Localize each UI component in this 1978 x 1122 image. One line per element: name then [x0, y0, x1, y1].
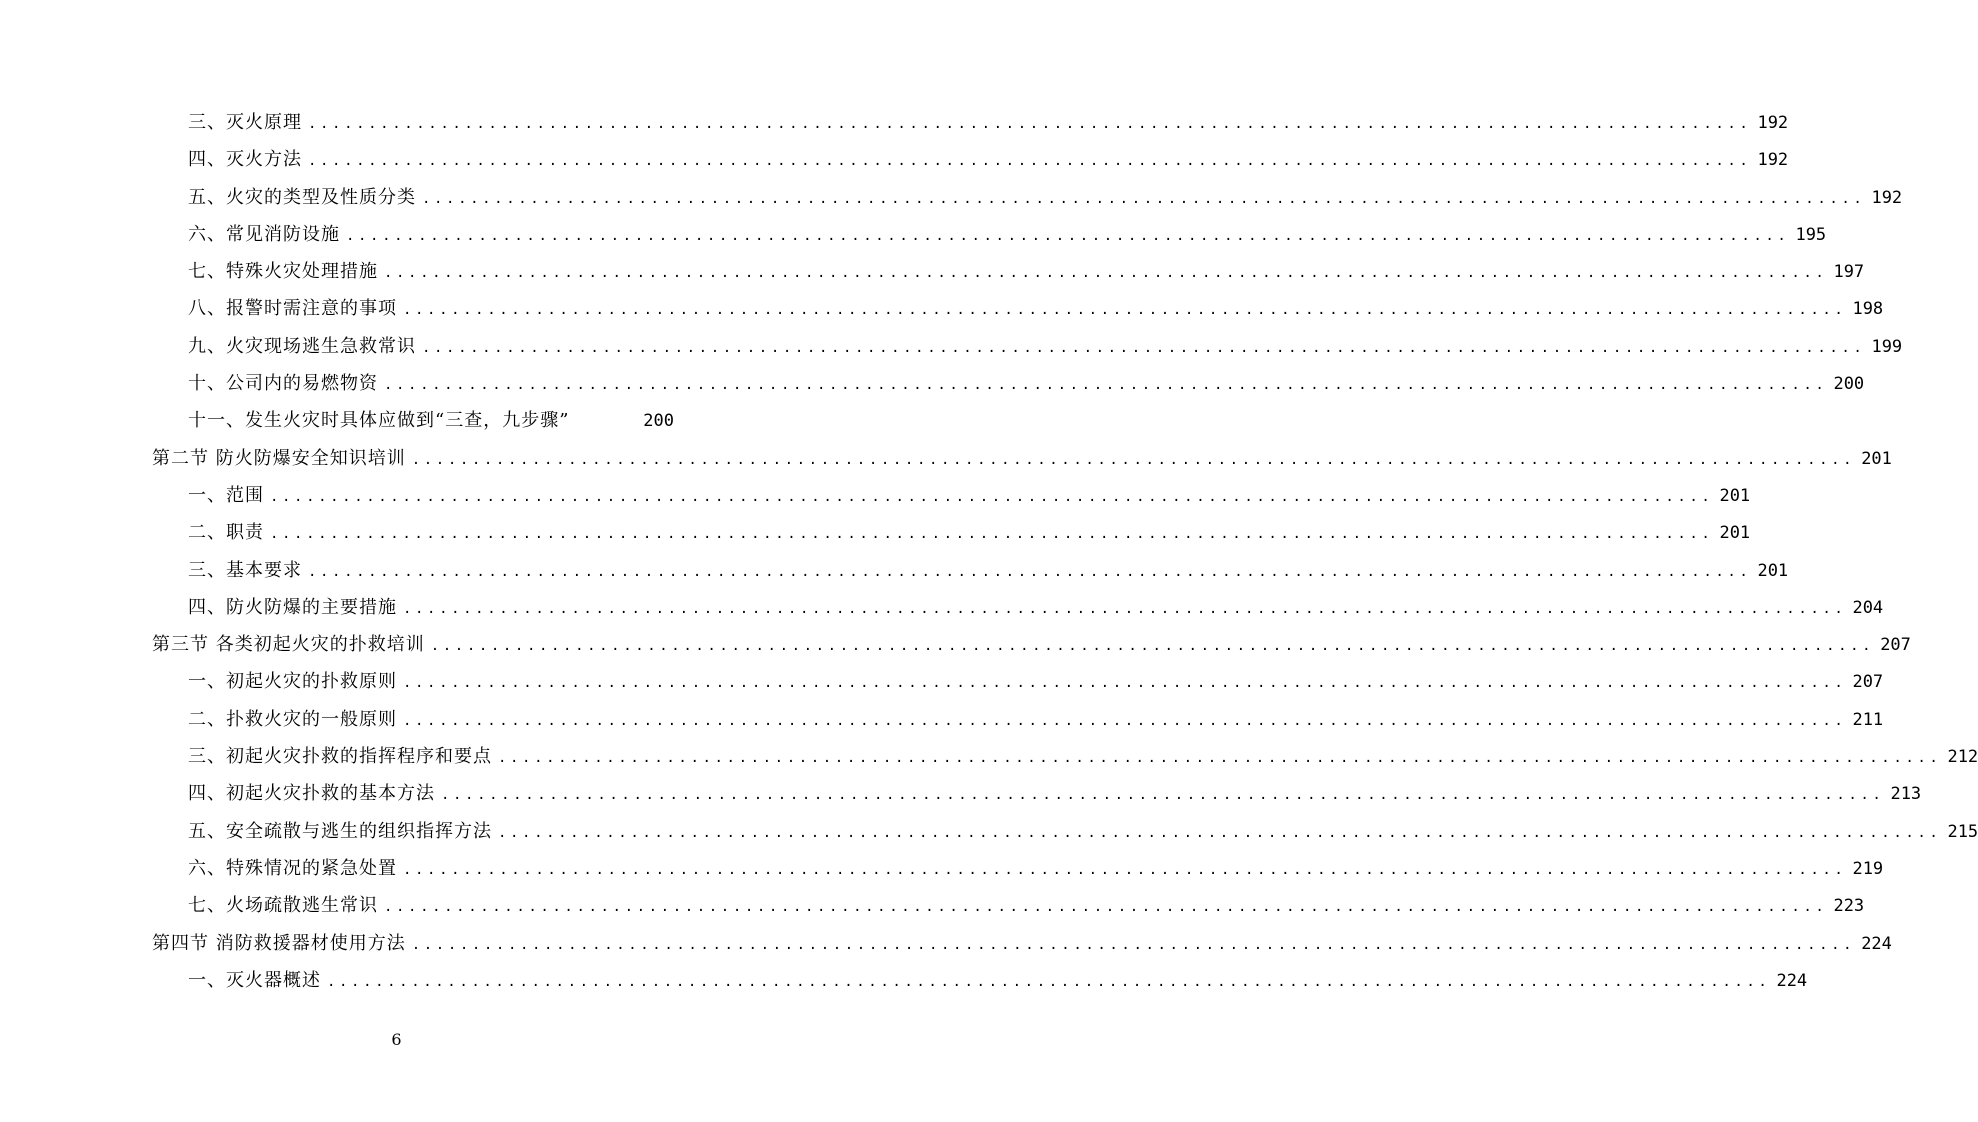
toc-entry-page-number: 201 [1861, 448, 1892, 469]
toc-entry-title: 四、灭火方法 [188, 149, 302, 171]
toc-entry-page-number: 200 [643, 411, 674, 432]
toc-entry-page-number: 207 [1852, 672, 1884, 693]
toc-entry-title: 六、特殊情况的紧急处置 [188, 857, 397, 879]
toc-dot-leader: ........................................................................................................................ [411, 451, 1856, 468]
page-number: 6 [391, 1030, 402, 1049]
toc-dot-leader: ........................................................................................................................ [384, 899, 1828, 916]
toc-dot-leader: ........................................................................................................................ [270, 488, 1714, 505]
toc-entry-page-number: 201 [1719, 523, 1751, 544]
toc-entry[interactable] [152, 514, 1751, 551]
toc-dot-leader: ........................................................................................................................ [384, 377, 1828, 394]
toc-entry-title: 十一、发生火灾时具体应做到“三查，九步骤” [188, 410, 570, 432]
toc-dot-leader: ........................................................................................................................ [308, 116, 1752, 132]
toc-entry-title: 第二节 防火防爆安全知识培训 [152, 447, 406, 469]
toc-entry[interactable] [152, 290, 1884, 327]
toc-entry-page-number: 195 [1795, 224, 1827, 245]
toc-dot-leader: ........................................................................................................................ [403, 600, 1847, 617]
toc-dot-leader: ........................................................................................................................ [346, 227, 1790, 244]
toc-entry[interactable] [152, 216, 1827, 253]
toc-entry[interactable] [152, 477, 1751, 514]
toc-entry-page-number: 213 [1890, 784, 1922, 805]
toc-entry[interactable] [152, 365, 1865, 402]
toc-entry-title: 四、初起火灾扑救的基本方法 [188, 783, 435, 805]
toc-entry-page-number: 201 [1757, 560, 1789, 581]
toc-dot-leader: ........................................................................................................................ [403, 861, 1847, 878]
toc-entry[interactable] [152, 775, 1922, 812]
toc-dot-leader: ........................................................................................................................ [498, 824, 1942, 841]
toc-entry-title: 六、常见消防设施 [188, 223, 340, 245]
toc-entry-page-number: 197 [1833, 262, 1865, 283]
toc-entry-title: 三、灭火原理 [188, 112, 302, 133]
toc-entry-page-number: 192 [1757, 113, 1789, 133]
toc-entry-page-number: 224 [1776, 970, 1808, 991]
toc-dot-leader: ........................................................................................................................ [308, 153, 1752, 170]
toc-entry-title: 一、初起火灾的扑救原则 [188, 671, 397, 693]
toc-entry[interactable] [152, 104, 1789, 141]
toc-dot-leader: ........................................................................................................................ [422, 339, 1866, 356]
toc-section-entry[interactable] [152, 925, 1892, 962]
toc-dot-leader: ........................................................................................................................ [270, 526, 1714, 543]
toc-section-entry[interactable] [152, 626, 1911, 663]
toc-entry-title: 第四节 消防救援器材使用方法 [152, 932, 406, 954]
toc-dot-leader: ........................................................................................................................ [430, 638, 1875, 655]
toc-entry-page-number: 204 [1852, 597, 1884, 618]
toc-dot-leader: ........................................................................................................................ [422, 190, 1866, 207]
toc-entry-title: 九、火灾现场逃生急救常识 [188, 335, 416, 357]
toc-entry-title: 三、基本要求 [188, 559, 302, 581]
toc-entry-title: 十、公司内的易燃物资 [188, 373, 378, 395]
toc-entry-page-number: 224 [1861, 933, 1892, 954]
toc-entry-title: 三、初起火灾扑救的指挥程序和要点 [188, 746, 492, 768]
toc-dot-leader: ........................................................................................................................ [441, 787, 1885, 804]
toc-entry[interactable] [152, 701, 1884, 738]
toc-entry-page-number: 223 [1833, 896, 1865, 917]
toc-entry-title: 二、职责 [188, 522, 264, 544]
toc-entry[interactable] [152, 589, 1884, 626]
toc-entry-title: 八、报警时需注意的事项 [188, 298, 397, 320]
toc-entry[interactable] [152, 179, 1903, 216]
toc-section-entry[interactable] [152, 440, 1892, 477]
toc-dot-leader: ........................................................................................................................ [403, 675, 1847, 692]
toc-dot-leader: ........................................................................................................................ [411, 936, 1856, 953]
toc-dot-leader: ........................................................................................................................ [403, 712, 1847, 729]
toc-dot-leader: ........................................................................................................................ [498, 750, 1942, 767]
toc-entry-page-number: 219 [1852, 858, 1884, 879]
toc-dot-leader: ........................................................................................................................ [327, 973, 1771, 990]
toc-entry[interactable] [152, 402, 674, 439]
toc-entry-page-number: 192 [1757, 150, 1789, 171]
toc-entry-page-number: 192 [1871, 187, 1903, 208]
toc-entry-page-number: 201 [1719, 485, 1751, 506]
toc-entry[interactable] [152, 962, 1808, 999]
toc-entry-page-number: 207 [1880, 635, 1911, 656]
toc-entry[interactable] [152, 552, 1789, 589]
toc-entry-page-number: 200 [1833, 374, 1865, 395]
toc-entry[interactable] [152, 887, 1865, 924]
toc-entry[interactable] [152, 850, 1884, 887]
toc-entry-page-number: 212 [1947, 747, 1978, 768]
toc-entry-title: 二、扑救火灾的一般原则 [188, 708, 397, 730]
toc-entry-page-number: 199 [1871, 336, 1903, 357]
toc-entry-title: 五、火灾的类型及性质分类 [188, 186, 416, 208]
toc-entry-title: 五、安全疏散与逃生的组织指挥方法 [188, 820, 492, 842]
toc-dot-leader: ........................................................................................................................ [308, 563, 1752, 580]
table-of-contents [152, 104, 1978, 999]
toc-entry-title: 七、火场疏散逃生常识 [188, 895, 378, 917]
toc-dot-leader: ........................................................................................................................ [384, 265, 1828, 282]
toc-entry[interactable] [152, 663, 1884, 700]
toc-dot-leader: ........................................................................................................................ [403, 302, 1847, 319]
toc-entry-page-number: 215 [1947, 821, 1978, 842]
toc-entry[interactable] [152, 253, 1865, 290]
toc-entry[interactable] [152, 813, 1978, 850]
toc-entry[interactable] [152, 738, 1978, 775]
toc-entry-page-number: 198 [1852, 299, 1884, 320]
toc-entry-title: 七、特殊火灾处理措施 [188, 261, 378, 283]
toc-entry-title: 第三节 各类初起火灾的扑救培训 [152, 634, 425, 656]
toc-entry[interactable] [152, 328, 1903, 365]
toc-entry-title: 一、范围 [188, 484, 264, 506]
toc-entry-title: 四、防火防爆的主要措施 [188, 596, 397, 618]
toc-entry-title: 一、灭火器概述 [188, 969, 321, 991]
toc-entry-page-number: 211 [1852, 709, 1884, 730]
toc-entry[interactable] [152, 141, 1789, 178]
